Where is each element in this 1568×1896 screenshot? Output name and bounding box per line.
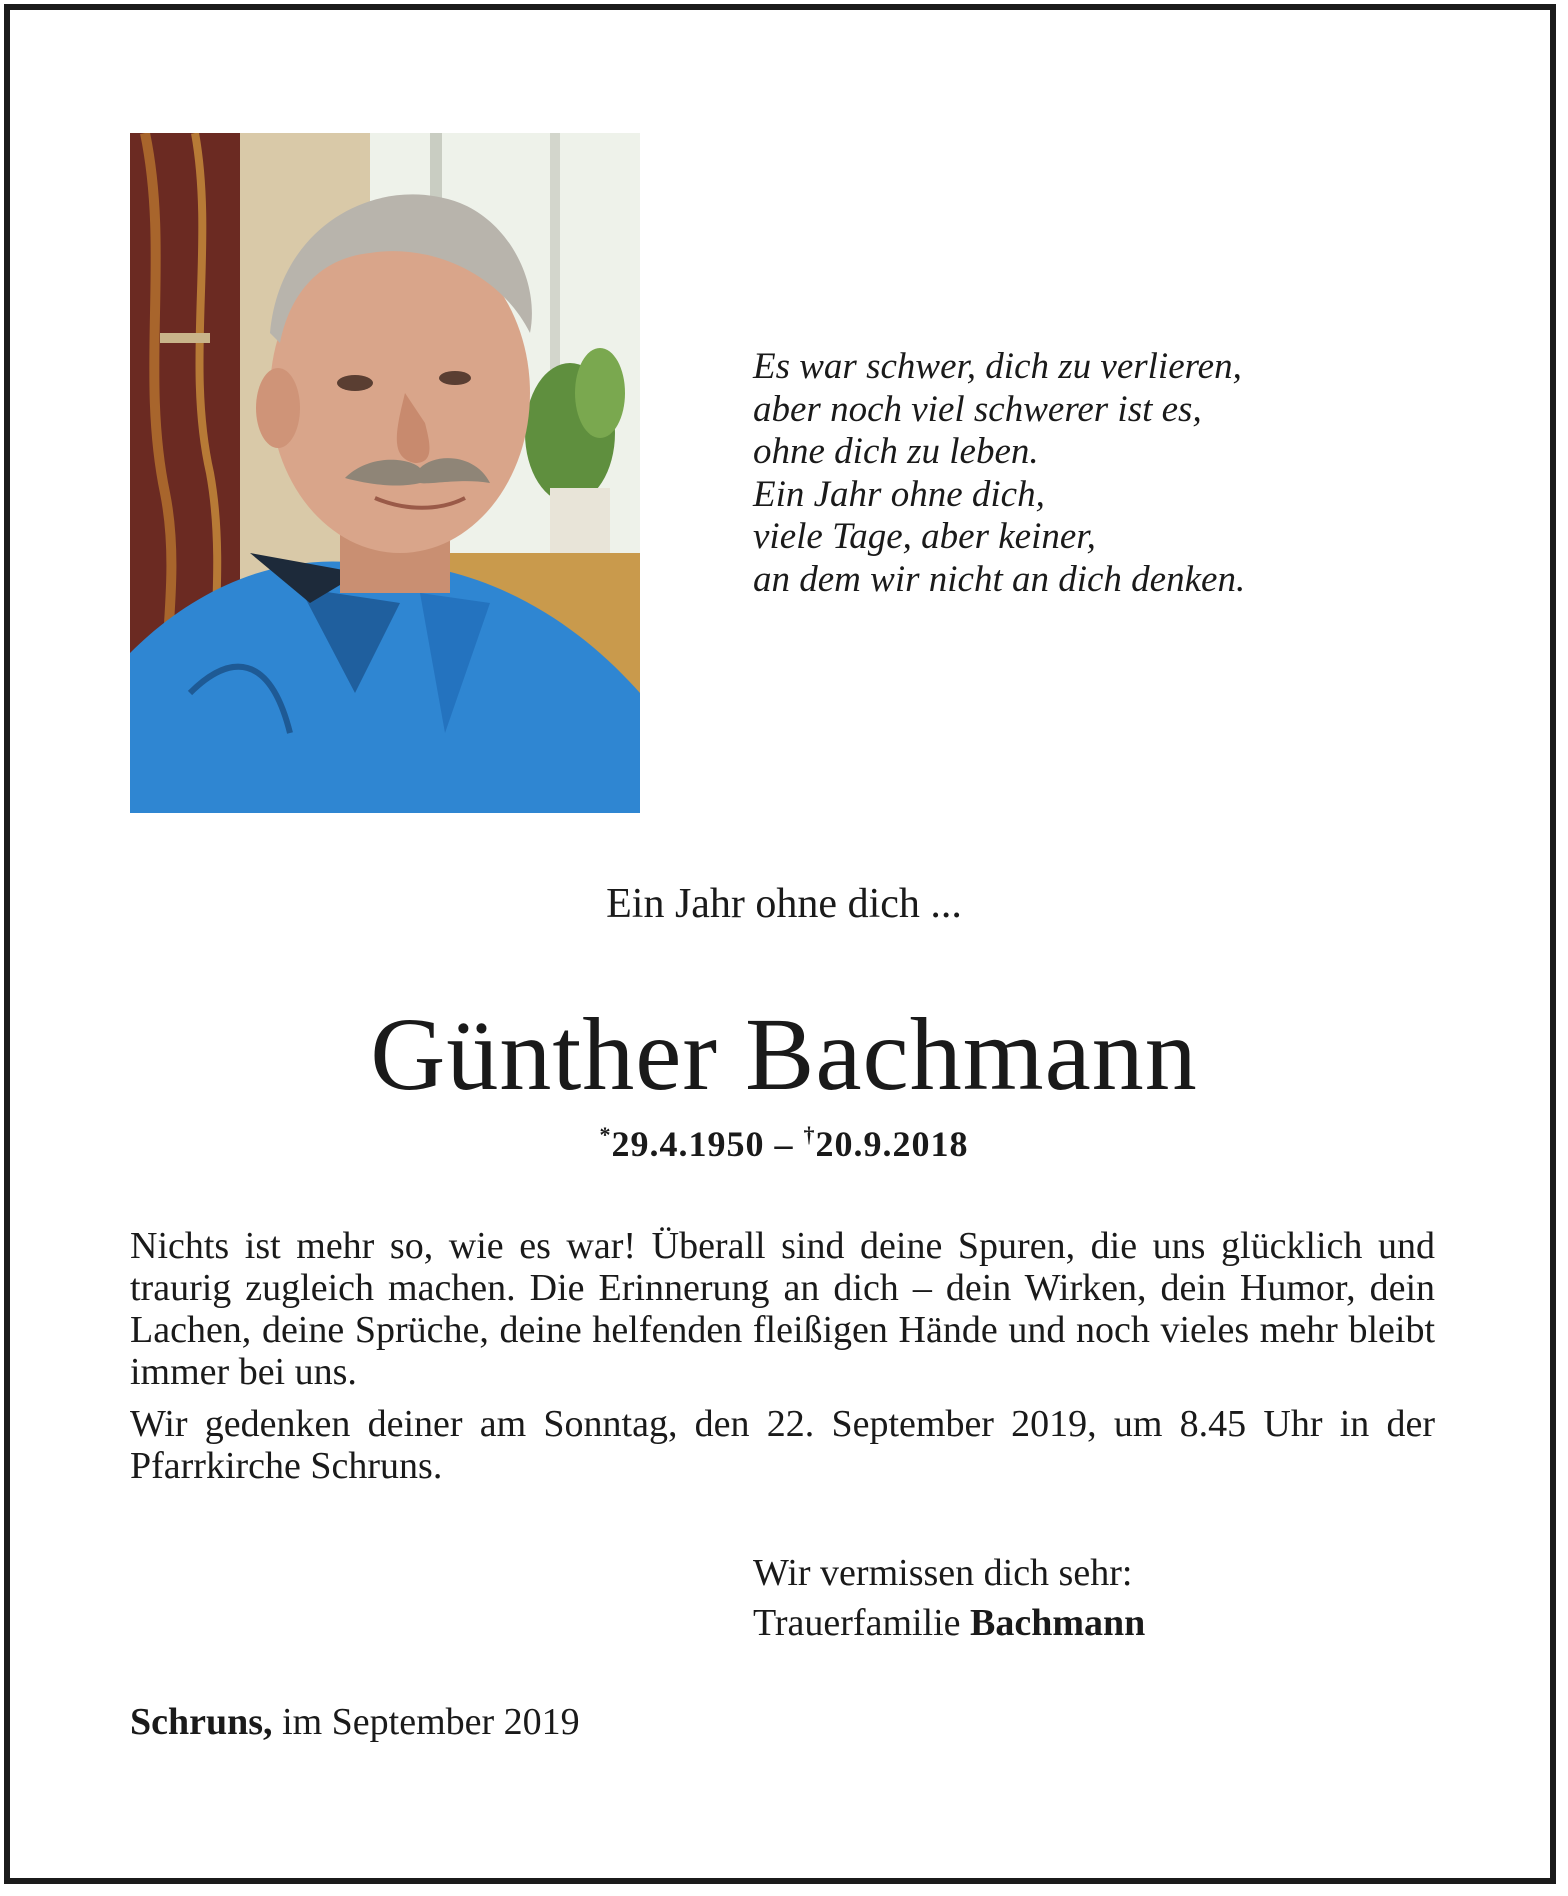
birth-symbol: * (599, 1122, 612, 1147)
poem-line: aber noch viel schwerer ist es, (753, 388, 1202, 430)
memorial-text (130, 1225, 1435, 1497)
death-date: 20.9.2018 (815, 1124, 969, 1164)
date-separator: – (764, 1124, 804, 1164)
service-announcement: Wir gedenken deiner am Sonntag, den 22. September 2019, um 8.45 Uhr in der Pfarrkirche Schruns. (130, 1403, 1435, 1487)
subtitle: Ein Jahr ohne dich ... (606, 881, 962, 927)
signoff (753, 1548, 1145, 1648)
signoff-line: Wir vermissen dich sehr: (753, 1552, 1133, 1594)
family-signature (753, 1598, 1145, 1648)
life-dates (0, 1122, 1568, 1165)
memorial-paragraph: Nichts ist mehr so, wie es war! Überall sind deine Spuren, die uns glücklich und traurig zugleich machen. Die Erinnerung an dich – dein Wirken, dein Humor, dein Lachen, deine Sprüche, deine helfenden fleißigen Hände und noch vieles mehr bleibt immer bei uns. (130, 1225, 1435, 1393)
poem-line: an dem wir nicht an dich denken. (753, 558, 1246, 600)
birth-date: 29.4.1950 (611, 1124, 765, 1164)
poem-line: ohne dich zu leben. (753, 431, 1039, 472)
death-symbol: † (803, 1122, 816, 1147)
poem-line: Es war schwer, dich zu verlieren, (753, 346, 1242, 387)
poem-line: viele Tage, aber keiner, (753, 516, 1096, 557)
deceased-name: Günther Bachmann (370, 997, 1198, 1112)
place-and-date (130, 1700, 580, 1744)
place-date: im September 2019 (272, 1701, 580, 1743)
portrait-photo (130, 133, 640, 813)
place-town: Schruns, (130, 1701, 273, 1743)
family-prefix: Trauerfamilie (753, 1602, 971, 1644)
poem-line: Ein Jahr ohne dich, (753, 473, 1045, 515)
memorial-poem (753, 346, 1453, 601)
family-name: Bachmann (970, 1602, 1146, 1644)
